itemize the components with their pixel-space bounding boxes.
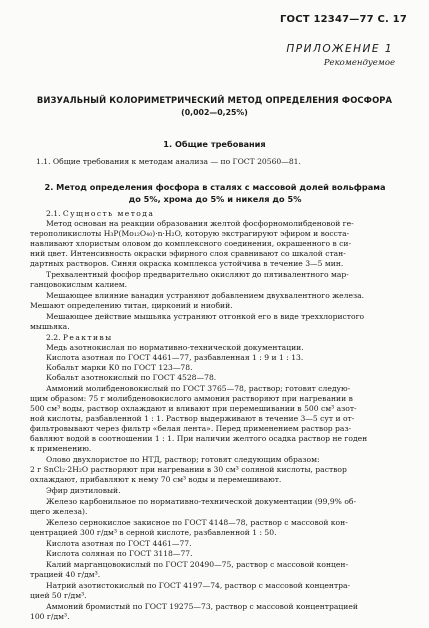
page-header: ГОСТ 12347—77 С. 17 <box>279 14 407 25</box>
document-subtitle: (0,002—0,25%) <box>181 108 248 117</box>
document-title: ВИЗУАЛЬНЫЙ КОЛОРИМЕТРИЧЕСКИЙ МЕТОД ОПРЕДЕЛЕНИЯ ФОСФОРА <box>36 95 393 105</box>
document-page: ГОСТ 12347—77 С. 17 ПРИЛОЖЕНИЕ 1 Рекомендуемое ВИЗУАЛЬНЫЙ КОЛОРИМЕТРИЧЕСКИЙ МЕТОД ОПРЕДЕЛЕНИЯ ФОСФОРА (0,002—0,25%) 1. Общие требования 1.1. Общие требования к методам анализа — по ГОСТ 20560—81. 2. Метод определения фосфора в сталях с массовой долей вольфрама до 5%, хрома до 5% и никеля до 5% 2.1. Сущность метода Метод основан на реакции образования желтой фосфорномолибденовой ге- терополикислоты H₃P(Mo₁₂O₄₀)·n·H₂O, которую экстрагируют эфиром и восста- навливают хлористым оловом до комплексного соединения, окрашенного в си- ний цвет. Интенсивность окраски эфирного слоя сравнивают со шкалой стан- дартных растворов. Синяя окраска комплекса устойчива в течение 3—5 мин. Трехвалентный фосфор предварительно окисляют до пятивалентного мар- ганцовокислым калием. Мешающее влияние ванадия устраняют добавлением двухвалентного железа. Мешают определению титан, цирконий и ниобий. Мешающее действие мышьяка устраняют отгонкой его в виде треххлористого мышьяка. 2.2. Реактивы Медь азотнокислая по нормативно-технической документации. Кислота азотная по ГОСТ 4461—77, разбавленная 1 : 9 и 1 : 13. Кобальт марки К0 по ГОСТ 123—78. Кобальт азотнокислый по ГОСТ 4528—78. Аммоний молибденовокислый по ГОСТ 3765—78, раствор; готовят следую- щим образом: 75 г молибденовокислого аммония растворяют при нагревании в 500 см³ воды, раствор охлаждают и вливают при перемешивании в 500 см³ азот- ной кислоты, разбавленной 1 : 1. Раствор выдерживают в течение 3—5 сут и от- фильтровывают через фильтр «белая лента». Перед применением раствор раз- бавляют водой в соотношении 1 : 1. При наличии желтого осадка раствор не годен к применению. Олово двухлористое по НТД, раствор; готовят следующим образом: 2 г SnCl₂·2H₂O растворяют при нагревании в 30 см³ соляной кислоты, раствор охлаждают, прибавляют к нему 70 см³ воды и перемешивают. Эфир диэтиловый. Железо карбонильное по нормативно-технической документации (99,9% об- щего железа). Железо сернокислое закисное по ГОСТ 4148—78, раствор с массовой кон- центрацией 300 г/дм³ в серной кислоте, разбавленной 1 : 50. Кислота азотная по ГОСТ 4461—77. Кислота соляная по ГОСТ 3118—77. Калий марганцовокислый по ГОСТ 20490—75, раствор с массовой концен- трацией 40 г/дм³. Натрий азотистокислый по ГОСТ 4197—74, раствор с массовой концентра- цией 50 г/дм³. Аммоний бромистый по ГОСТ 19275—73, раствор с массовой концентрацией 100 г/дм³. <box>0 0 429 628</box>
section-1-heading: 1. Общие требования <box>163 139 266 149</box>
section-2-heading: 2. Метод определения фосфора в сталях с массовой долей вольфрама до 5%, хрома до 5% и никеля до 5% <box>44 182 386 204</box>
appendix-label: ПРИЛОЖЕНИЕ 1 <box>286 43 393 55</box>
recommended-label: Рекомендуемое <box>323 58 395 68</box>
